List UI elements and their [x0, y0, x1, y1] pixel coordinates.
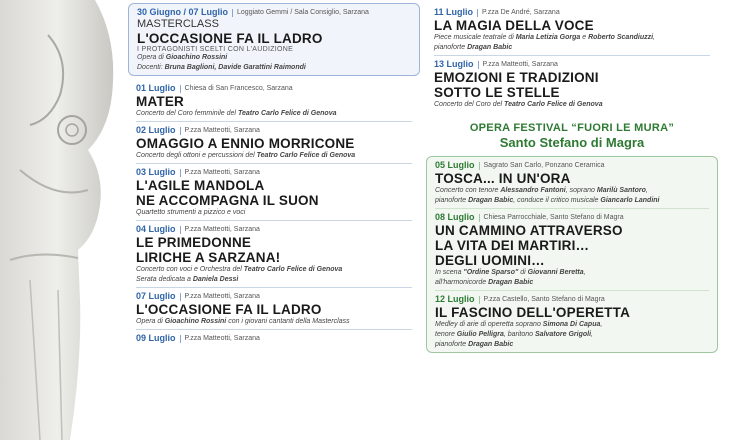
- statue-illustration: [0, 0, 122, 440]
- event-title: LA VITA DEI MARTIRI…: [435, 238, 590, 253]
- event-primedonne: [128, 221, 420, 287]
- event-title: IL FASCINO DELL'OPERETTA: [435, 305, 631, 320]
- event-title: MATER: [136, 94, 184, 109]
- event-location: P.zza Matteotti, Sarzana: [184, 169, 260, 176]
- event-date: 12 Luglio: [435, 294, 475, 304]
- event-title: OMAGGIO A ENNIO MORRICONE: [136, 136, 355, 151]
- event-location: P.zza Matteotti, Sarzana: [184, 127, 260, 134]
- event-desc-line: In scena "Ordine Sparso" di Giovanni Beretta,: [435, 269, 586, 276]
- event-title: L'AGILE MANDOLA: [136, 178, 265, 193]
- event-location: Chiesa di San Francesco, Sarzana: [184, 85, 293, 92]
- event-date: 11 Luglio: [434, 7, 474, 17]
- event-title: L'OCCASIONE FA IL LADRO: [136, 302, 322, 317]
- event-location: Sagrato San Carlo, Ponzano Ceramica: [483, 162, 605, 169]
- event-desc-line: Docenti: Bruna Baglioni, Davide Garattini Raimondi: [137, 64, 306, 71]
- separator: [232, 9, 233, 17]
- event-subtitle: I PROTAGONISTI SCELTI CON L'AUDIZIONE: [137, 46, 294, 53]
- separator: [180, 85, 181, 93]
- event-location: Chiesa Parrocchiale, Santo Stefano di Magra: [483, 214, 624, 221]
- event-desc-line: all'harmonicorde Dragan Babic: [435, 279, 534, 286]
- event-mater: [128, 80, 420, 121]
- event-date: 04 Luglio: [136, 224, 176, 234]
- masterclass-box: [128, 3, 420, 76]
- event-location: P.zza Castello, Santo Stefano di Magra: [483, 296, 605, 303]
- event-desc-line: tenore Giulio Pelligra, baritono Salvatore Grigoli,: [435, 331, 593, 338]
- event-tosca: [427, 157, 717, 208]
- event-desc-line: Concerto del Coro femminile del Teatro Carlo Felice di Genova: [136, 110, 337, 117]
- separator: [180, 293, 181, 301]
- event-date: 02 Luglio: [136, 125, 176, 135]
- event-desc-line: Concerto degli ottoni e percussioni del Teatro Carlo Felice di Genova: [136, 152, 356, 159]
- event-title: SOTTO LE STELLE: [434, 85, 560, 100]
- festival-heading: [426, 112, 718, 156]
- event-cammino: [427, 209, 717, 290]
- event-date: 13 Luglio: [434, 59, 474, 69]
- separator: [180, 169, 181, 177]
- event-masterclass: [129, 4, 419, 75]
- event-date: 08 Luglio: [435, 212, 475, 222]
- event-location: P.zza Matteotti, Sarzana: [184, 293, 260, 300]
- event-morricone: [128, 122, 420, 163]
- event-mandola: [128, 164, 420, 220]
- separator: [180, 127, 181, 135]
- separator: [477, 9, 478, 17]
- event-desc-line: Piece musicale teatrale di Maria Letizia Gorga e Roberto Scandiuzzi,: [434, 34, 655, 41]
- event-desc-line: Opera di Gioachino Rossini con i giovani cantanti della Masterclass: [136, 318, 350, 325]
- event-emozioni: [426, 56, 718, 112]
- separator: [479, 214, 480, 222]
- event-title: LE PRIMEDONNE: [136, 235, 252, 250]
- event-location: P.zza De André, Sarzana: [482, 9, 560, 16]
- event-date: 30 Giugno / 07 Luglio: [137, 7, 229, 17]
- event-desc-line: Medley di arie di operetta soprano Simona Di Capua,: [435, 321, 603, 328]
- event-location: P.zza Matteotti, Sarzana: [482, 61, 558, 68]
- event-desc-line: Concerto con tenore Alessandro Fantoni, soprano Marilù Santoro,: [435, 187, 648, 194]
- event-title: DEGLI UOMINI…: [435, 253, 545, 268]
- event-desc-line: Serata dedicata a Daniela Dessì: [136, 276, 239, 283]
- festival-box: [426, 156, 718, 353]
- event-title: UN CAMMINO ATTRAVERSO: [435, 223, 623, 238]
- event-title: EMOZIONI E TRADIZIONI: [434, 70, 599, 85]
- event-title: L'OCCASIONE FA IL LADRO: [137, 31, 323, 46]
- event-operetta: [427, 291, 717, 352]
- event-desc-line: pianoforte Dragan Babic: [435, 341, 514, 348]
- event-title: LIRICHE A SARZANA!: [136, 250, 281, 265]
- separator: [180, 335, 181, 343]
- program-left-column: [128, 0, 420, 346]
- event-09-luglio: [128, 330, 420, 346]
- event-desc-line: pianoforte Dragan Babic: [434, 44, 513, 51]
- event-desc-line: Quartetto strumenti a pizzico e voci: [136, 209, 246, 216]
- event-title: TOSCA... IN UN'ORA: [435, 171, 571, 186]
- event-title: LA MAGIA DELLA VOCE: [434, 18, 594, 33]
- separator: [180, 226, 181, 234]
- event-desc-line: Opera di Gioachino Rossini: [137, 54, 228, 61]
- event-date: 05 Luglio: [435, 160, 475, 170]
- event-date: 01 Luglio: [136, 83, 176, 93]
- event-location: P.zza Matteotti, Sarzana: [184, 226, 260, 233]
- event-desc-line: Concerto del Coro del Teatro Carlo Felice di Genova: [434, 101, 603, 108]
- event-title: NE ACCOMPAGNA IL SUON: [136, 193, 319, 208]
- separator: [478, 61, 479, 69]
- event-occasione: [128, 288, 420, 329]
- separator: [479, 296, 480, 304]
- event-date: 07 Luglio: [136, 291, 176, 301]
- event-magia-voce: [426, 4, 718, 55]
- event-date: 03 Luglio: [136, 167, 176, 177]
- event-date: 09 Luglio: [136, 333, 176, 343]
- event-pretitle: MASTERCLASS: [137, 18, 219, 30]
- event-desc-line: Concerto con voci e Orchestra del Teatro Carlo Felice di Genova: [136, 266, 343, 273]
- event-location: P.zza Matteotti, Sarzana: [184, 335, 260, 342]
- event-desc-line: pianoforte Dragan Babic, conduce il critico musicale Giancarlo Landini: [435, 197, 660, 204]
- festival-title: OPERA FESTIVAL “FUORI LE MURA”: [469, 122, 675, 134]
- festival-place: Santo Stefano di Magra: [499, 135, 645, 150]
- event-location: Loggiato Gemmi / Sala Consiglio, Sarzana: [237, 9, 369, 16]
- program-right-column: [426, 0, 718, 353]
- separator: [479, 162, 480, 170]
